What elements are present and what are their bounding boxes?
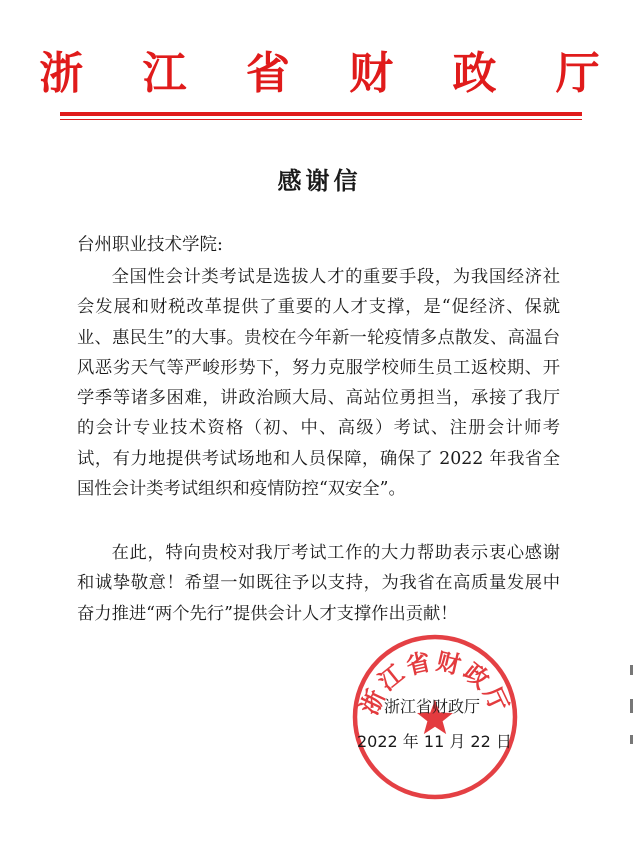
letterhead-title: 浙 江 省 财 政 厅 [39, 48, 622, 99]
letterhead-rule-thick [60, 112, 582, 116]
scan-edge-marks [628, 665, 636, 745]
signature: 浙江省财政厅 [384, 697, 481, 716]
body-paragraph-2: 在此，特向贵校对我厅考试工作的大力帮助表示衷心感谢和诚挚敬意！希望一如既往予以支持，为我省在高质量发展中奋力推进“两个先行”提供会计人才支撑作出贡献！ [77, 543, 560, 624]
letter-date: 2022 年 11 月 22 日 [357, 732, 512, 751]
letterhead-rule-thin [60, 119, 582, 120]
salutation: 台州职业技术学院: [77, 235, 223, 255]
body-paragraph-1: 全国性会计类考试是选拔人才的重要手段，为我国经济社会发展和财税改革提供了重要的人才支撑，是“促经济、保就业、惠民生”的大事。贵校在今年新一轮疫情多点散发、高温台风恶劣天气等严峻形势下，努力克服学校师生员工返校期、开学季等诸多困难，讲政治顾大局、高站位勇担当，承接了我厅的会计专业技术资格（初、中、高级）考试、注册会计师考试，有力地提供考试场地和人员保障，确保了 2022 年我省全国性会计类考试组织和疫情防控“双安全”。 [77, 267, 560, 500]
svg-text:浙江省财政厅: 浙江省财政厅 [354, 646, 516, 720]
letter-title: 感谢信 [277, 167, 362, 195]
